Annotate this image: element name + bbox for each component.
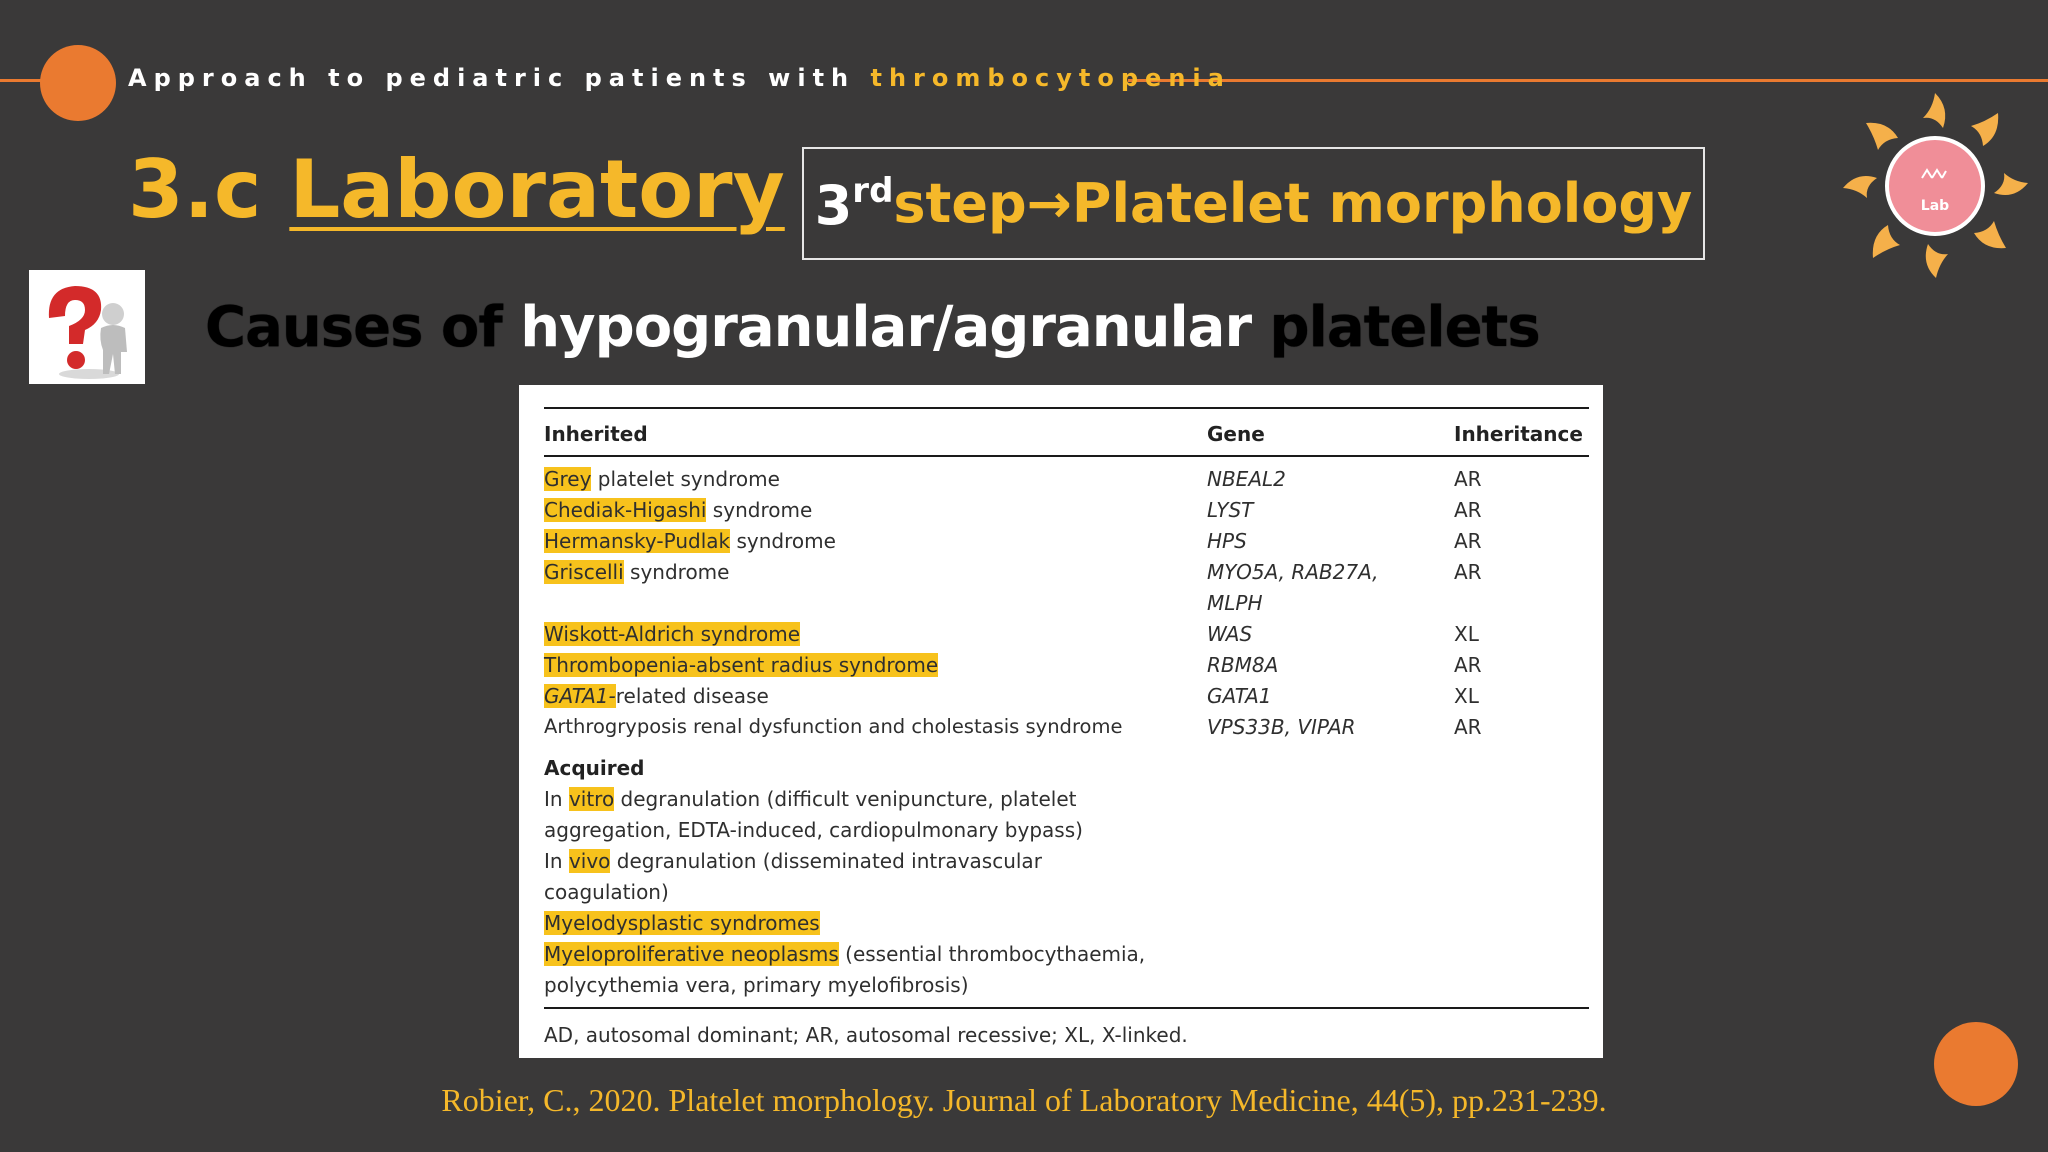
table-footnote: AD, autosomal dominant; AR, autosomal recessive; XL, X-linked. bbox=[544, 1023, 1188, 1047]
header-text bbox=[128, 60, 1231, 96]
acquired-line: aggregation, EDTA-induced, cardiopulmonary bypass) bbox=[544, 818, 1083, 842]
disease-rest: syndrome bbox=[623, 560, 730, 584]
table-row-gene: HPS bbox=[1207, 529, 1247, 553]
table-row-gene-continued: MLPH bbox=[1207, 591, 1263, 615]
table-row-disease bbox=[544, 683, 769, 709]
causes-table bbox=[519, 385, 1603, 1058]
slide-title bbox=[128, 135, 785, 245]
acquired-line bbox=[544, 848, 1042, 874]
table-rule-bottom bbox=[544, 1007, 1589, 1009]
table-row-inheritance: AR bbox=[1454, 498, 1482, 522]
step-label: step→Platelet morphology bbox=[893, 172, 1693, 235]
table-row-inheritance: XL bbox=[1454, 622, 1479, 646]
sun-logo-label: Lab bbox=[1920, 198, 1950, 214]
disease-rest: syndrome bbox=[730, 529, 836, 553]
disease-highlight: Thrombopenia-absent radius syndrome bbox=[544, 653, 939, 677]
acquired-text: In bbox=[544, 787, 569, 811]
question-person-icon bbox=[29, 270, 145, 384]
disease-highlight: Wiskott-Aldrich syndrome bbox=[544, 622, 801, 646]
table-row-inheritance: XL bbox=[1454, 684, 1479, 708]
acquired-line: coagulation) bbox=[544, 880, 669, 904]
table-rule-header bbox=[544, 455, 1589, 457]
subtitle-part3: platelets bbox=[1251, 295, 1540, 360]
header-text-highlight: thrombocytopenia bbox=[870, 64, 1231, 92]
bottom-right-orange-circle bbox=[1934, 1022, 2018, 1106]
table-row-gene: LYST bbox=[1207, 498, 1254, 522]
header-orange-circle bbox=[40, 45, 116, 121]
disease-rest: platelet syndrome bbox=[591, 467, 780, 491]
table-header-inherited: Inherited bbox=[544, 422, 648, 446]
table-row-gene: VPS33B, VIPAR bbox=[1207, 715, 1356, 739]
acquired-text: In bbox=[544, 849, 569, 873]
disease-rest: related disease bbox=[615, 684, 769, 708]
table-row-disease bbox=[544, 559, 729, 585]
table-rule-top bbox=[544, 407, 1589, 409]
disease-highlight: Chediak-Higashi bbox=[544, 498, 707, 522]
acquired-text: degranulation (disseminated intravascular bbox=[610, 849, 1042, 873]
table-row-disease bbox=[544, 621, 800, 647]
subtitle-part1: Causes of bbox=[205, 295, 521, 360]
acquired-line: polycythemia vera, primary myelofibrosis) bbox=[544, 973, 969, 997]
disease-highlight: Hermansky-Pudlak bbox=[544, 529, 731, 553]
table-row-disease bbox=[544, 652, 938, 678]
acquired-text: (essential thrombocythaemia, bbox=[838, 942, 1146, 966]
table-row-inheritance: AR bbox=[1454, 653, 1482, 677]
table-row-gene: GATA1 bbox=[1207, 684, 1272, 708]
subtitle-part2: hypogranular/agranular bbox=[520, 295, 1252, 360]
acquired-title: Acquired bbox=[544, 756, 645, 780]
table-row-inheritance: AR bbox=[1454, 715, 1482, 739]
table-row-disease bbox=[544, 497, 812, 523]
subtitle bbox=[205, 292, 1540, 364]
acquired-text: degranulation (difficult venipuncture, platelet bbox=[614, 787, 1077, 811]
header-line-right bbox=[1128, 79, 2048, 82]
acquired-line bbox=[544, 941, 1145, 967]
step-box bbox=[802, 147, 1705, 260]
disease-rest: syndrome bbox=[706, 498, 813, 522]
table-header-inheritance: Inheritance bbox=[1454, 422, 1583, 446]
acquired-highlight: vitro bbox=[568, 787, 615, 811]
disease-rest: Arthrogryposis renal dysfunction and cholestasis syndrome bbox=[544, 715, 1123, 738]
table-row-gene: RBM8A bbox=[1207, 653, 1279, 677]
header-text-plain: Approach to pediatric patients with bbox=[128, 64, 871, 92]
acquired-line bbox=[544, 910, 820, 936]
table-header-gene: Gene bbox=[1207, 422, 1265, 446]
acquired-highlight: vivo bbox=[568, 849, 611, 873]
acquired-highlight: Myeloproliferative neoplasms bbox=[544, 942, 839, 966]
acquired-line bbox=[544, 786, 1076, 812]
table-row-gene: WAS bbox=[1207, 622, 1253, 646]
table-row-disease bbox=[544, 528, 836, 554]
table-row-disease bbox=[544, 714, 1122, 740]
table-row-gene: MYO5A, RAB27A, bbox=[1207, 560, 1379, 584]
table-row-disease bbox=[544, 466, 780, 492]
acquired-highlight: Myelodysplastic syndromes bbox=[544, 911, 820, 935]
citation: Robier, C., 2020. Platelet morphology. Journal of Laboratory Medicine, 44(5), pp.231-239. bbox=[441, 1082, 1607, 1118]
disease-highlight: GATA1- bbox=[544, 684, 616, 708]
table-row-inheritance: AR bbox=[1454, 560, 1482, 584]
disease-highlight: Griscelli bbox=[544, 560, 624, 584]
step-number bbox=[815, 171, 894, 237]
table-row-inheritance: AR bbox=[1454, 467, 1482, 491]
title-prefix: 3.c bbox=[128, 143, 290, 236]
step-number-digit: 3 bbox=[814, 173, 853, 237]
table-row-gene: NBEAL2 bbox=[1207, 467, 1286, 491]
sun-logo-icon bbox=[1838, 88, 2033, 283]
title-main: Laboratory bbox=[289, 143, 785, 236]
step-number-suffix: rd bbox=[852, 170, 894, 211]
disease-highlight: Grey bbox=[544, 467, 592, 491]
table-row-inheritance: AR bbox=[1454, 529, 1482, 553]
